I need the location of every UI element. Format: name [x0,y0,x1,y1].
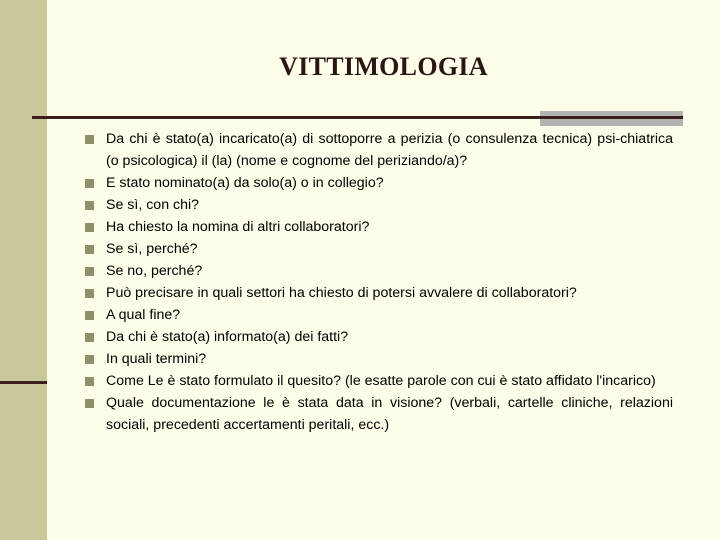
square-bullet-icon [85,245,94,254]
square-bullet-icon [85,201,94,210]
bullet-item [85,260,673,282]
square-bullet-icon [85,355,94,364]
square-bullet-icon [85,267,94,276]
bullet-text: Se no, perché? [106,263,203,279]
bullet-item [85,304,673,326]
bullet-item [85,194,673,216]
bullet-text: Quale documentazione le è stata data in visione? (verbali, cartelle cliniche, relazioni sociali, precedenti accertamenti peritali, ecc.) [106,395,673,433]
square-bullet-icon [85,135,94,144]
bullet-text: Se sì, perché? [106,241,198,257]
bullet-item [85,392,673,436]
bullet-item [85,128,673,172]
square-bullet-icon [85,289,94,298]
square-bullet-icon [85,179,94,188]
sidebar-divider [0,381,47,384]
square-bullet-icon [85,333,94,342]
bullet-text: Se sì, con chi? [106,197,200,213]
square-bullet-icon [85,223,94,232]
bullet-list [85,128,673,436]
square-bullet-icon [85,377,94,386]
bullet-text: A qual fine? [106,307,181,323]
bullet-item [85,172,673,194]
bullet-text: E stato nominato(a) da solo(a) o in collegio? [106,175,384,191]
left-sidebar-band [0,0,47,540]
bullet-item [85,326,673,348]
title-underline-accent [540,111,683,126]
bullet-item [85,348,673,370]
bullet-text: Può precisare in quali settori ha chiesto di potersi avvalere di collaboratori? [106,285,577,301]
bullet-item [85,370,673,392]
bullet-text: Da chi è stato(a) informato(a) dei fatti? [106,329,349,345]
slide-title: VITTIMOLOGIA [279,52,488,81]
bullet-text: Come Le è stato formulato il quesito? (le esatte parole con cui è stato affidato l'incarico) [106,373,656,389]
bullet-item [85,282,673,304]
square-bullet-icon [85,399,94,408]
square-bullet-icon [85,311,94,320]
bullet-text: Da chi è stato(a) incaricato(a) di sottoporre a perizia (o consulenza tecnica) psi-chiatrica (o psicologica) il (la) (nome e cognome del periziando/a)? [106,131,673,169]
bullet-text: Ha chiesto la nomina di altri collaboratori? [106,219,370,235]
bullet-item [85,238,673,260]
bullet-text: In quali termini? [106,351,207,367]
bullet-item [85,216,673,238]
